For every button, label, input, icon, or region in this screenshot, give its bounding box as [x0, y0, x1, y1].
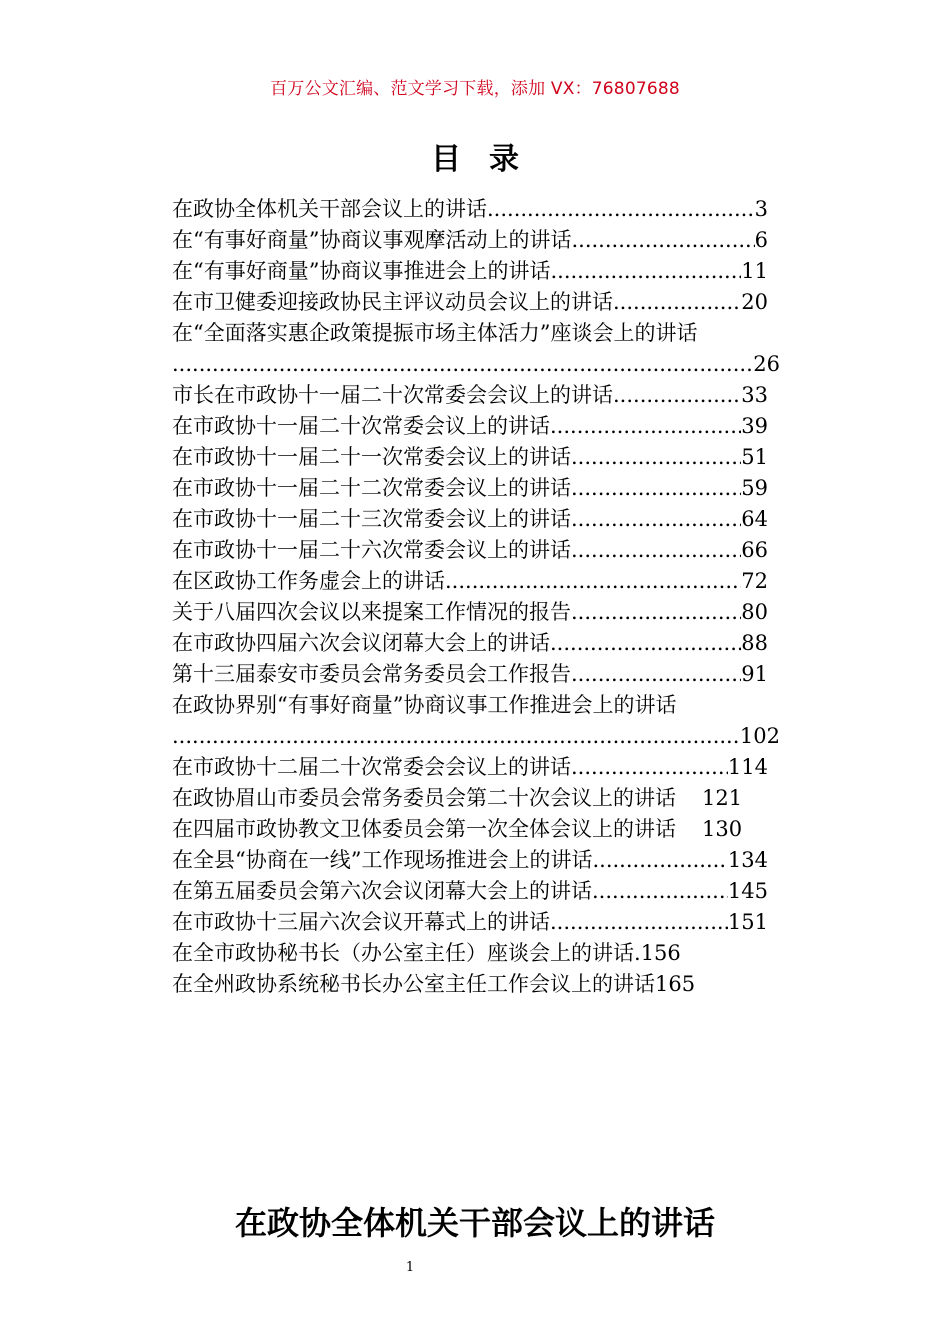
- toc-entry[interactable]: [172, 814, 852, 845]
- toc-entry[interactable]: [172, 566, 768, 597]
- toc-entry-page: 20: [741, 290, 768, 314]
- toc-entry[interactable]: [172, 287, 768, 318]
- toc-entry-page: 121: [702, 786, 743, 810]
- toc-entry-page: 66: [741, 538, 768, 562]
- toc-entry-title: 在四届市政协教文卫体委员会第一次全体会议上的讲话: [172, 817, 676, 841]
- toc-entry-page: 165: [655, 972, 696, 996]
- toc-entry[interactable]: [172, 907, 768, 938]
- toc-entry-page: 156: [640, 941, 681, 965]
- toc-entry[interactable]: [172, 380, 768, 411]
- toc-entry-page: 51: [741, 445, 768, 469]
- toc-entry[interactable]: [172, 783, 852, 814]
- toc-entry-title: 在区政协工作务虚会上的讲话: [172, 569, 445, 593]
- table-of-contents: [172, 194, 852, 1000]
- toc-entry-title: 在市政协十三届六次会议开幕式上的讲话: [172, 910, 550, 934]
- toc-entry-title: 市长在市政协十一届二十次常委会会议上的讲话: [172, 383, 613, 407]
- toc-entry-page: 64: [741, 507, 768, 531]
- toc-entry[interactable]: [172, 752, 768, 783]
- toc-entry-title: 在市卫健委迎接政协民主评议动员会议上的讲话: [172, 290, 613, 314]
- header-watermark-note: 百万公文汇编、范文学习下载，添加 VX：76807688: [270, 79, 680, 99]
- toc-entry-page: 11: [741, 259, 768, 283]
- toc-entry-page: 33: [741, 383, 768, 407]
- toc-entry-page: 59: [741, 476, 768, 500]
- toc-entry-title: 关于八届四次会议以来提案工作情况的报告: [172, 600, 571, 624]
- toc-entry-title: 在市政协十二届二十次常委会会议上的讲话: [172, 755, 571, 779]
- toc-entry[interactable]: 在全市政协秘书长（办公室主任）座谈会上的讲话 . 156: [172, 938, 768, 969]
- toc-entry[interactable]: [172, 411, 768, 442]
- toc-entry-title: 在政协眉山市委员会常务委员会第二十次会议上的讲话: [172, 786, 676, 810]
- toc-entry[interactable]: [172, 225, 768, 256]
- toc-entry-page: 130: [702, 817, 743, 841]
- toc-entry[interactable]: [172, 659, 768, 690]
- toc-entry-title: 在市政协十一届二十三次常委会议上的讲话: [172, 507, 571, 531]
- toc-entry-title: 在市政协十一届二十一次常委会议上的讲话: [172, 445, 571, 469]
- toc-entry-page: 102: [739, 724, 780, 748]
- toc-entry-page: 26: [753, 352, 780, 376]
- toc-entry-title: 在全县“协商在一线”工作现场推进会上的讲话: [172, 848, 593, 872]
- toc-entry-title: 在“有事好商量”协商议事推进会上的讲话: [172, 259, 551, 283]
- toc-entry-title: 第十三届泰安市委员会常务委员会工作报告: [172, 662, 571, 686]
- toc-entry-title: 在政协界别“有事好商量”协商议事工作推进会上的讲话: [172, 693, 677, 717]
- toc-entry-title: 在市政协四届六次会议闭幕大会上的讲话: [172, 631, 550, 655]
- toc-entry-page: 6: [754, 228, 768, 252]
- toc-entry-title: 在全市政协秘书长（办公室主任）座谈会上的讲话: [172, 941, 634, 965]
- toc-entry[interactable]: [172, 318, 852, 380]
- toc-entry[interactable]: [172, 194, 768, 225]
- toc-entry-page: 114: [727, 755, 768, 779]
- toc-entry-title: 在市政协十一届二十六次常委会议上的讲话: [172, 538, 571, 562]
- toc-entry[interactable]: [172, 690, 852, 752]
- toc-entry[interactable]: [172, 628, 768, 659]
- section-title: 在政协全体机关干部会议上的讲话: [234, 1204, 715, 1242]
- toc-entry-page: 88: [741, 631, 768, 655]
- toc-entry-page: 91: [741, 662, 768, 686]
- toc-entry-page: 134: [727, 848, 768, 872]
- toc-entry-title: 在“全面落实惠企政策提振市场主体活力”座谈会上的讲话: [172, 321, 698, 345]
- toc-entry-page: 80: [741, 600, 768, 624]
- toc-entry-title: 在第五届委员会第六次会议闭幕大会上的讲话: [172, 879, 592, 903]
- toc-entry[interactable]: [172, 256, 768, 287]
- toc-entry-page: 151: [727, 910, 768, 934]
- toc-entry-title: 在全州政协系统秘书长办公室主任工作会议上的讲话: [172, 972, 655, 996]
- toc-entry-page: 72: [741, 569, 768, 593]
- page-number: 1: [405, 1260, 415, 1275]
- toc-entry[interactable]: [172, 504, 768, 535]
- toc-entry[interactable]: [172, 535, 768, 566]
- toc-entry[interactable]: [172, 442, 768, 473]
- toc-entry-page: 3: [754, 197, 768, 221]
- toc-entry-title: 在“有事好商量”协商议事观摩活动上的讲话: [172, 228, 572, 252]
- toc-title: 目录: [431, 142, 547, 177]
- toc-entry-title: 在市政协十一届二十次常委会议上的讲话: [172, 414, 550, 438]
- toc-entry[interactable]: [172, 845, 768, 876]
- toc-entry-page: 39: [741, 414, 768, 438]
- toc-entry[interactable]: [172, 473, 768, 504]
- toc-entry-page: 145: [727, 879, 768, 903]
- toc-entry[interactable]: [172, 876, 768, 907]
- toc-entry[interactable]: [172, 597, 768, 628]
- toc-entry[interactable]: [172, 969, 852, 1000]
- toc-entry-title: 在政协全体机关干部会议上的讲话: [172, 197, 487, 221]
- toc-entry-title: 在市政协十一届二十二次常委会议上的讲话: [172, 476, 571, 500]
